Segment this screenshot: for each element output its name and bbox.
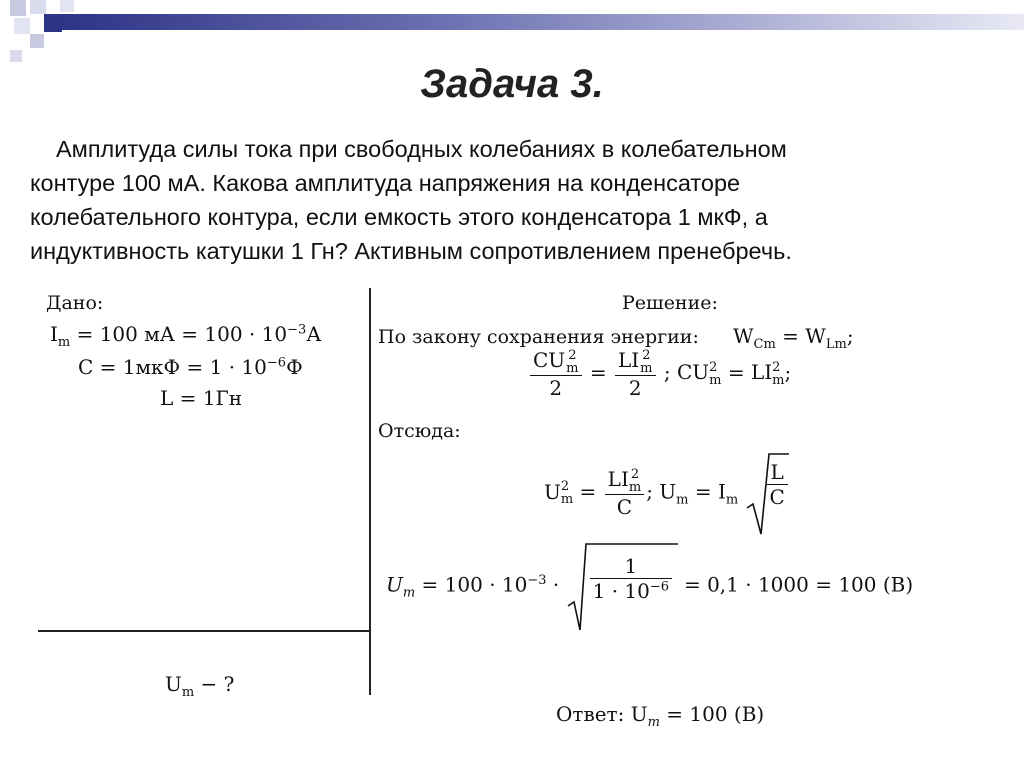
final-calculation: $U_m = 100 \cdot 10^{-3}$ · $\frac{1}{1 \cdot 10^{-6}}$ = 0,1 · 1000 = 100 (В) [386, 540, 913, 632]
solution-heading: Решение: [622, 292, 718, 314]
given-capacitance: $C = 1мкФ = 1 \cdot 10^{-6}Ф$ [78, 355, 303, 379]
problem-line-4: индуктивность катушки 1 Гн? Активным сопротивлением пренебречь. [30, 238, 792, 264]
header-square-4 [44, 14, 62, 32]
problem-statement [30, 132, 990, 268]
given-inductance: L = 1Гн [160, 386, 243, 410]
hence-label: Отсюда: [378, 420, 461, 442]
header-square-5 [14, 18, 30, 34]
fraction-cu2-over-2: CU 2 m 2 [530, 348, 582, 400]
fraction-li2-over-2: LI 2 m 2 [615, 348, 656, 400]
problem-line-2: контуре 100 мА. Какова амплитуда напряжения на конденсаторе [30, 170, 741, 196]
vertical-divider [369, 288, 371, 695]
header-square-3 [60, 0, 74, 12]
header-square-2 [30, 0, 46, 14]
sqrt-final: $\frac{1}{1 \cdot 10^{-6}}$ [566, 540, 678, 632]
energy-law-line: По закону сохранения энергии: $W_{Cm} = W_{Lm}$; [378, 324, 854, 352]
unknown-quantity: $U_m$ − ? [165, 672, 235, 700]
answer-line: Ответ: $U_m = 100$ (В) [556, 702, 765, 730]
sqrt-l-over-c: $\frac{L}{C}$ [745, 450, 789, 536]
problem-line-3: колебательного контура, если емкость этого конденсатора 1 мкФ, а [30, 204, 768, 230]
slide-title: Задача 3. [420, 62, 604, 106]
header-square-1 [10, 0, 26, 16]
header-square-6 [30, 34, 44, 48]
problem-line-1: Амплитуда силы тока при свободных колебаниях в колебательном [56, 136, 787, 162]
energy-equation: CU 2 m 2 = LI 2 m 2 ; CU 2 m = LI 2 m ; [528, 348, 791, 400]
given-heading: Дано: [46, 292, 104, 314]
header-gradient-bar [60, 14, 1024, 30]
fraction-li2-over-c: LI 2 m C [605, 467, 645, 519]
given-current: $I_m = 100$ мА = $100 \cdot 10^{-3}А$ [50, 322, 322, 350]
voltage-formula: U 2 m = LI 2 m C ; $U_m = I_m$ $\frac{L}{C}$ [544, 450, 789, 536]
given-divider [38, 630, 370, 632]
header-square-7 [10, 50, 22, 62]
